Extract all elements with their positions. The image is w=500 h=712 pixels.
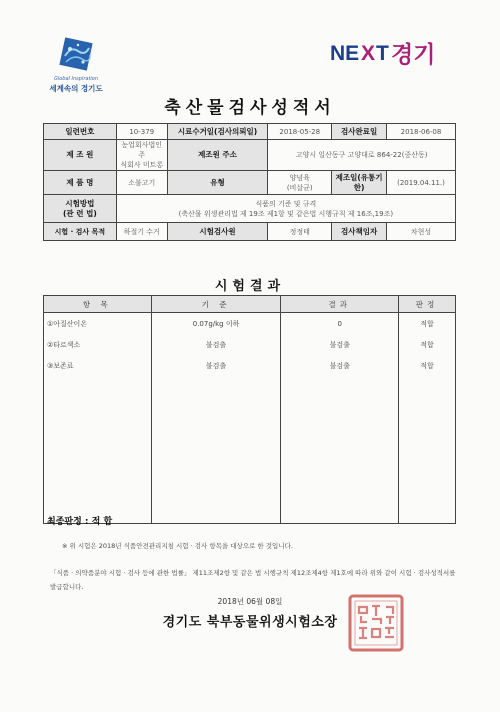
final-verdict: 최종판정 : 적 합 xyxy=(47,517,113,527)
row-verdict: 적합 xyxy=(399,313,456,335)
row-result: 불검출 xyxy=(281,355,399,376)
row-verdict: 적합 xyxy=(399,334,456,355)
table-row xyxy=(44,355,456,376)
maker-line-1: 농업회사법인주 xyxy=(121,141,162,159)
complete-date-label: 검사완료일 xyxy=(332,124,387,140)
method-line-1: 식품의 기준 및 규격 xyxy=(255,199,317,208)
logo-subtitle: Global Inspiration xyxy=(53,76,99,82)
method-label-line-1: 시험방법 xyxy=(65,198,95,208)
logo-name: 세계속의 경기도 xyxy=(49,84,103,93)
maker-line-2: 식회사 미트롱 xyxy=(120,161,164,169)
document-title: 축산물검사성적서 xyxy=(164,98,336,118)
svg-text:경기: 경기 xyxy=(391,42,436,68)
purpose-value: 하절기 수거 xyxy=(116,223,167,241)
next-gyeonggi-logo xyxy=(330,38,456,68)
sample-date-label: 시료수거일(검사의뢰일) xyxy=(167,124,268,140)
header-standard: 기 준 xyxy=(151,296,281,313)
table-row xyxy=(44,313,456,335)
chief-label: 검사책임자 xyxy=(332,223,387,241)
official-seal-icon xyxy=(346,592,406,654)
svg-text:X: X xyxy=(361,42,376,65)
maker-value xyxy=(116,140,167,171)
svg-text:NE: NE xyxy=(330,42,360,65)
header-item: 항 목 xyxy=(44,296,152,313)
info-table xyxy=(43,123,456,241)
gyeonggi-logo xyxy=(46,34,106,96)
complete-date-value: 2018-06-08 xyxy=(387,124,456,140)
method-value xyxy=(116,195,455,223)
product-label: 제 품 명 xyxy=(44,171,117,195)
row-item: ③보존료 xyxy=(44,355,152,376)
header-verdict: 판정 xyxy=(399,296,456,313)
type-line-2: (비살균) xyxy=(286,183,313,192)
row-result: 불검출 xyxy=(281,334,399,355)
purpose-label: 시험 · 검사 목적 xyxy=(44,223,117,241)
method-line-2: (축산물 위생관리법 제 19조 제1항 및 같은법 시행규칙 제 16조,19조) xyxy=(178,209,394,218)
header-result: 결과 xyxy=(281,296,399,313)
method-label-line-2: (관 련 법) xyxy=(62,208,97,218)
receipt-no-label: 일련번호 xyxy=(44,124,117,140)
maker-addr-label: 제조원 주소 xyxy=(167,140,268,171)
row-standard: 불검출 xyxy=(151,334,281,355)
row-item: ①아질산이온 xyxy=(44,313,152,335)
svg-text:T: T xyxy=(376,42,389,65)
inspector-label: 시험검사원 xyxy=(167,223,268,241)
table-row-empty xyxy=(44,376,456,524)
gyeonggi-emblem-icon xyxy=(56,34,96,74)
method-label xyxy=(44,195,117,223)
table-row xyxy=(44,334,456,355)
type-label: 유형 xyxy=(167,171,268,195)
product-value: 소불고기 xyxy=(116,171,167,195)
results-title: 시험결과 xyxy=(214,279,286,294)
receipt-no-value: 10-379 xyxy=(116,124,167,140)
legal-statement: 「식품 · 의약품분야 시험 · 검사 등에 관한 법률」 제11조제2항 및 같은 법 시행규칙 제12조제4항 제1호에 따라 위와 같이 시험 · 검사성적서를 발급합니다. xyxy=(50,569,456,591)
row-standard: 0.07g/kg 이하 xyxy=(151,313,281,335)
footnote: ※ 위 시험은 2018년 식품안전관리지침 시험 · 검사 항목을 대상으로 한 것입니다. xyxy=(62,542,293,550)
mfg-date-label: 제조일(유통기한) xyxy=(332,171,387,195)
type-value xyxy=(268,171,332,195)
chief-value: 차현성 xyxy=(387,223,456,241)
sample-date-value: 2018-05-28 xyxy=(268,124,332,140)
maker-addr-value: 고양시 일산동구 고양대로 864-22(중산동) xyxy=(268,140,456,171)
row-item: ②타르색소 xyxy=(44,334,152,355)
row-result: 0 xyxy=(281,313,399,335)
issue-date: 2018년 06월 08일 xyxy=(217,597,283,606)
mfg-date-value: (2019.04.11.) xyxy=(387,171,456,195)
row-standard: 불검출 xyxy=(151,355,281,376)
row-verdict: 적합 xyxy=(399,355,456,376)
type-line-1: 양념육 xyxy=(289,173,310,182)
maker-label: 제 조 원 xyxy=(44,140,117,171)
issuer-name: 경기도 북부동물위생시험소장 xyxy=(162,615,338,630)
results-table xyxy=(43,295,456,524)
inspector-value: 정정태 xyxy=(268,223,332,241)
